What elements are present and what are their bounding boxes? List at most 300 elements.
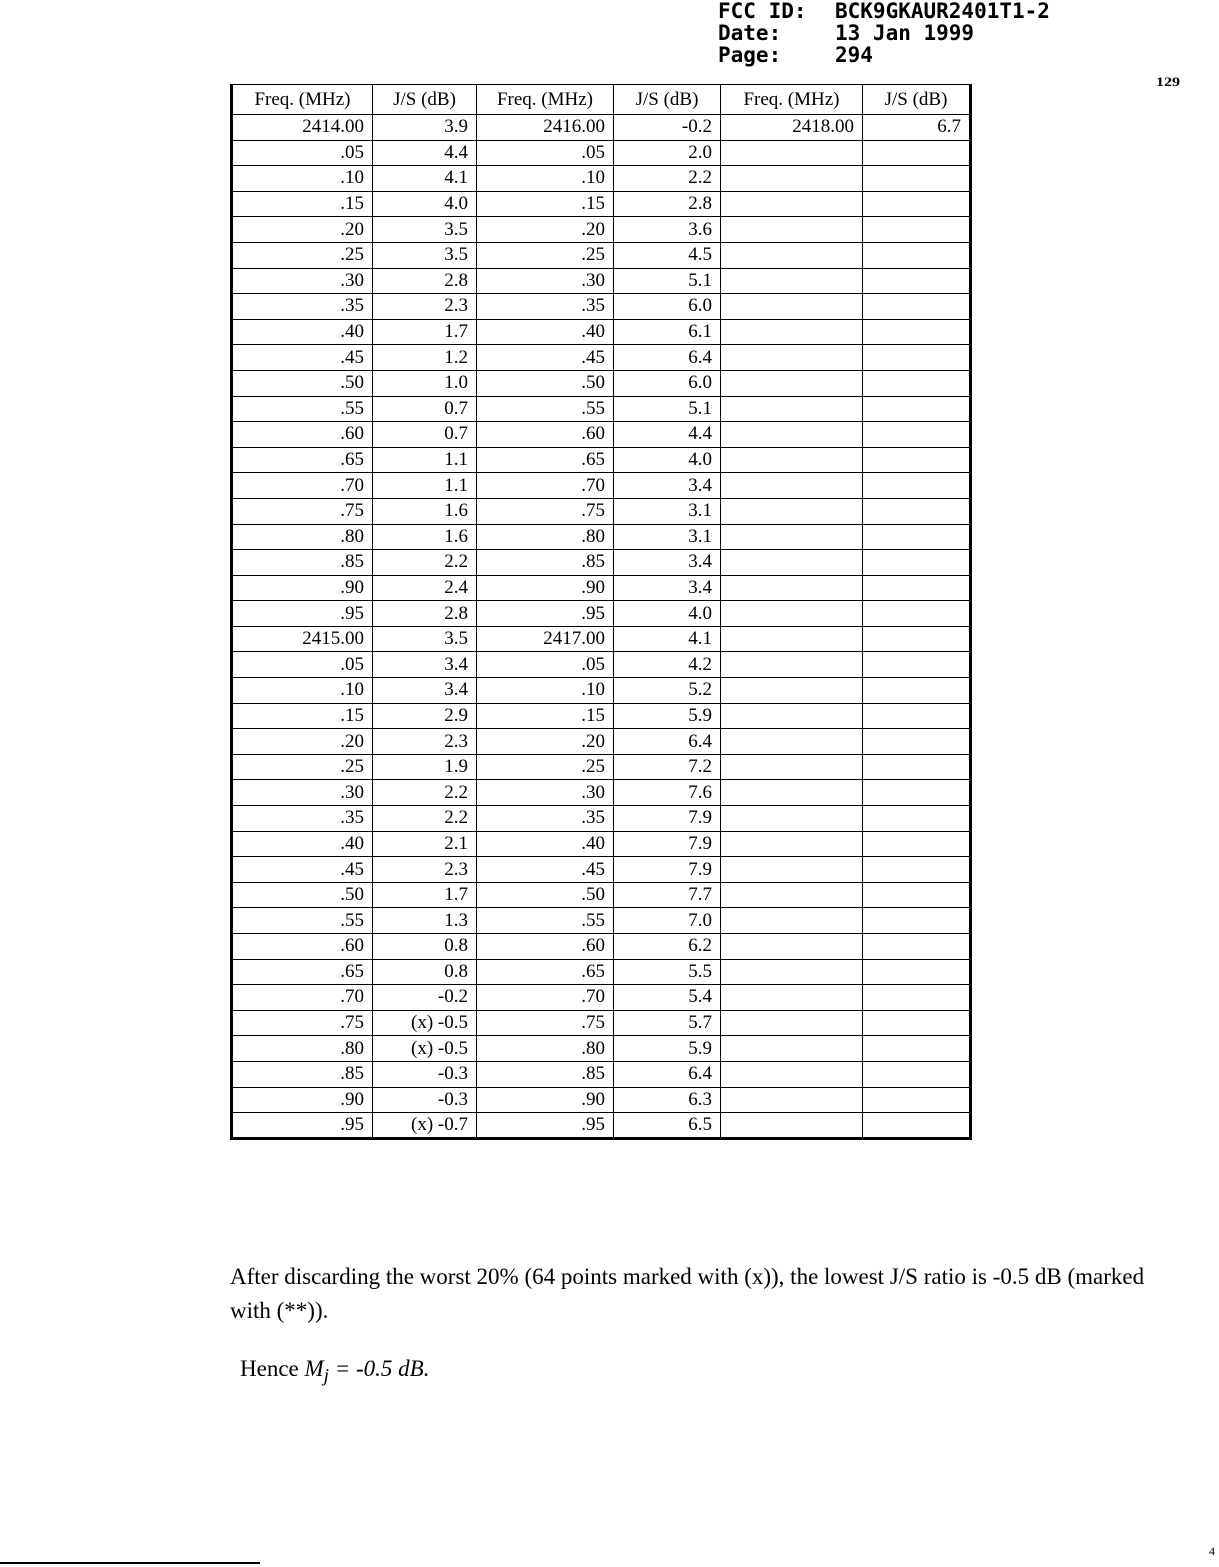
js-cell: 3.1 <box>614 524 721 550</box>
freq-cell: .35 <box>477 806 614 832</box>
freq-cell <box>721 1061 863 1087</box>
table-row <box>232 703 971 729</box>
js-cell: 3.9 <box>373 115 477 141</box>
js-cell: 4.0 <box>373 191 477 217</box>
freq-cell: .60 <box>477 422 614 448</box>
table-row <box>232 882 971 908</box>
js-cell: 1.0 <box>373 370 477 396</box>
js-cell: 5.2 <box>614 678 721 704</box>
js-cell: 4.1 <box>614 626 721 652</box>
table-row <box>232 473 971 499</box>
js-cell: 6.4 <box>614 729 721 755</box>
js-cell <box>863 319 971 345</box>
js-cell: 3.1 <box>614 498 721 524</box>
js-cell: 5.1 <box>614 396 721 422</box>
freq-cell <box>721 140 863 166</box>
page-value: 294 <box>835 43 873 67</box>
js-cell: 4.5 <box>614 242 721 268</box>
js-cell: -0.2 <box>373 985 477 1011</box>
freq-cell <box>721 857 863 883</box>
table-row <box>232 908 971 934</box>
js-cell: 1.7 <box>373 319 477 345</box>
page-row <box>718 44 1050 66</box>
freq-cell <box>721 345 863 371</box>
freq-cell: .75 <box>477 498 614 524</box>
js-cell: 7.9 <box>614 806 721 832</box>
js-cell: 6.2 <box>614 934 721 960</box>
js-cell: 5.1 <box>614 268 721 294</box>
js-cell: 6.0 <box>614 370 721 396</box>
table-row <box>232 934 971 960</box>
mj-value: = -0.5 dB. <box>329 1356 430 1381</box>
table-row <box>232 294 971 320</box>
js-cell: 3.4 <box>614 550 721 576</box>
js-cell: 6.4 <box>614 1061 721 1087</box>
js-cell: 6.7 <box>863 115 971 141</box>
js-cell <box>863 678 971 704</box>
freq-cell: 2415.00 <box>232 626 373 652</box>
freq-cell <box>721 191 863 217</box>
js-cell: 6.5 <box>614 1113 721 1139</box>
freq-cell <box>721 422 863 448</box>
freq-cell: .45 <box>477 345 614 371</box>
mj-subscript: j <box>323 1365 329 1387</box>
table-row <box>232 498 971 524</box>
freq-cell: .40 <box>232 831 373 857</box>
js-cell: 4.0 <box>614 447 721 473</box>
freq-cell <box>721 524 863 550</box>
freq-cell: .75 <box>477 1010 614 1036</box>
freq-cell: .35 <box>232 806 373 832</box>
js-cell: 5.9 <box>614 703 721 729</box>
js-cell: 6.3 <box>614 1087 721 1113</box>
table-row <box>232 447 971 473</box>
js-cell: 5.4 <box>614 985 721 1011</box>
column-header: J/S (dB) <box>863 85 971 115</box>
js-cell: 2.3 <box>373 857 477 883</box>
js-cell <box>863 626 971 652</box>
freq-cell <box>721 268 863 294</box>
freq-cell: 2417.00 <box>477 626 614 652</box>
freq-cell: .65 <box>477 447 614 473</box>
date-value: 13 Jan 1999 <box>835 21 975 45</box>
freq-cell: 2418.00 <box>721 115 863 141</box>
js-cell: 1.6 <box>373 524 477 550</box>
js-cell <box>863 857 971 883</box>
js-cell <box>863 524 971 550</box>
freq-cell: .90 <box>232 1087 373 1113</box>
table-row <box>232 140 971 166</box>
freq-cell: .75 <box>232 498 373 524</box>
js-cell: 3.6 <box>614 217 721 243</box>
freq-cell: .05 <box>477 652 614 678</box>
freq-cell: .40 <box>232 319 373 345</box>
table-row <box>232 780 971 806</box>
js-cell: 7.7 <box>614 882 721 908</box>
js-cell <box>863 370 971 396</box>
freq-cell: .25 <box>232 754 373 780</box>
freq-cell <box>721 601 863 627</box>
table-row <box>232 985 971 1011</box>
freq-cell <box>721 959 863 985</box>
freq-cell: .25 <box>232 242 373 268</box>
table-row <box>232 115 971 141</box>
js-cell: 7.6 <box>614 780 721 806</box>
freq-cell: .95 <box>232 601 373 627</box>
js-cell <box>863 447 971 473</box>
freq-cell: .60 <box>232 422 373 448</box>
js-cell: 6.0 <box>614 294 721 320</box>
freq-cell: .90 <box>232 575 373 601</box>
freq-cell <box>721 1113 863 1139</box>
table-row <box>232 217 971 243</box>
date-label: Date: <box>718 21 782 45</box>
freq-cell <box>721 396 863 422</box>
freq-cell: .55 <box>232 396 373 422</box>
js-cell <box>863 268 971 294</box>
freq-cell: .95 <box>232 1113 373 1139</box>
js-cell: 3.4 <box>373 652 477 678</box>
js-ratio-table <box>230 84 972 1140</box>
js-cell: 6.1 <box>614 319 721 345</box>
freq-cell <box>721 550 863 576</box>
js-cell <box>863 780 971 806</box>
freq-cell: .55 <box>477 396 614 422</box>
js-cell: 2.3 <box>373 729 477 755</box>
edge-mark: 4 <box>1209 1544 1215 1558</box>
js-cell: 2.2 <box>373 550 477 576</box>
js-cell: 7.0 <box>614 908 721 934</box>
freq-cell: .30 <box>232 268 373 294</box>
column-header: Freq. (MHz) <box>477 85 614 115</box>
freq-cell: .50 <box>232 370 373 396</box>
freq-cell <box>721 985 863 1011</box>
freq-cell: .90 <box>477 1087 614 1113</box>
table-row <box>232 857 971 883</box>
freq-cell: .85 <box>477 1061 614 1087</box>
freq-cell: .15 <box>477 191 614 217</box>
js-cell <box>863 729 971 755</box>
freq-cell: .20 <box>232 729 373 755</box>
js-cell: 3.5 <box>373 242 477 268</box>
freq-cell: .25 <box>477 242 614 268</box>
js-cell: 3.5 <box>373 217 477 243</box>
js-cell: 0.8 <box>373 959 477 985</box>
js-cell <box>863 191 971 217</box>
table-row <box>232 524 971 550</box>
js-cell: 7.2 <box>614 754 721 780</box>
freq-cell: .65 <box>477 959 614 985</box>
fcc-id-value: BCK9GKAUR2401T1-2 <box>835 0 1050 23</box>
freq-cell: .50 <box>477 370 614 396</box>
js-cell <box>863 396 971 422</box>
js-cell <box>863 242 971 268</box>
freq-cell <box>721 626 863 652</box>
js-cell: 4.4 <box>373 140 477 166</box>
js-cell: 2.2 <box>373 780 477 806</box>
js-cell <box>863 575 971 601</box>
js-cell <box>863 345 971 371</box>
js-cell <box>863 754 971 780</box>
table-row <box>232 831 971 857</box>
js-cell: 3.4 <box>614 575 721 601</box>
freq-cell: .95 <box>477 601 614 627</box>
js-cell: -0.3 <box>373 1061 477 1087</box>
js-cell <box>863 473 971 499</box>
table-row <box>232 575 971 601</box>
table-row <box>232 1061 971 1087</box>
js-cell: 2.0 <box>614 140 721 166</box>
table-row <box>232 754 971 780</box>
js-cell <box>863 294 971 320</box>
js-cell: -0.3 <box>373 1087 477 1113</box>
freq-cell <box>721 575 863 601</box>
freq-cell: .10 <box>232 166 373 192</box>
freq-cell: .30 <box>232 780 373 806</box>
footnote-text: After discarding the worst 20% (64 points marked with (x)), the lowest J/S ratio is -0.5 dB (marked with (**)). <box>230 1264 1145 1323</box>
table-row <box>232 806 971 832</box>
freq-cell: .85 <box>477 550 614 576</box>
mj-symbol <box>304 1356 430 1387</box>
freq-cell: .10 <box>477 678 614 704</box>
table-row <box>232 396 971 422</box>
js-cell: 7.9 <box>614 857 721 883</box>
freq-cell: .25 <box>477 754 614 780</box>
freq-cell: .45 <box>232 345 373 371</box>
js-cell: 1.7 <box>373 882 477 908</box>
freq-cell: .35 <box>477 294 614 320</box>
table-row <box>232 370 971 396</box>
js-cell: 5.9 <box>614 1036 721 1062</box>
js-cell: 3.4 <box>373 678 477 704</box>
freq-cell <box>721 1010 863 1036</box>
freq-cell: .70 <box>232 985 373 1011</box>
freq-cell: .05 <box>232 140 373 166</box>
js-cell: 1.1 <box>373 447 477 473</box>
js-cell <box>863 959 971 985</box>
freq-cell: .05 <box>232 652 373 678</box>
table-header-row <box>232 85 971 115</box>
document-header <box>718 0 1050 66</box>
js-cell: 2.4 <box>373 575 477 601</box>
js-cell: (x) -0.5 <box>373 1036 477 1062</box>
page-label: Page: <box>718 43 782 67</box>
js-cell: 2.3 <box>373 294 477 320</box>
js-cell <box>863 1010 971 1036</box>
table-row <box>232 422 971 448</box>
freq-cell: .80 <box>477 1036 614 1062</box>
js-cell: 5.7 <box>614 1010 721 1036</box>
freq-cell <box>721 242 863 268</box>
js-cell: 2.1 <box>373 831 477 857</box>
js-cell <box>863 806 971 832</box>
freq-cell: .70 <box>232 473 373 499</box>
table-row <box>232 550 971 576</box>
freq-cell: .20 <box>232 217 373 243</box>
table-row <box>232 319 971 345</box>
table-row <box>232 729 971 755</box>
fcc-id-row <box>718 0 1050 22</box>
js-cell <box>863 934 971 960</box>
js-cell: 3.5 <box>373 626 477 652</box>
js-cell: 1.6 <box>373 498 477 524</box>
freq-cell: .65 <box>232 959 373 985</box>
table-body <box>232 115 971 1139</box>
js-cell: 4.0 <box>614 601 721 627</box>
freq-cell: .50 <box>477 882 614 908</box>
column-header: Freq. (MHz) <box>232 85 373 115</box>
freq-cell: .10 <box>232 678 373 704</box>
freq-cell <box>721 831 863 857</box>
freq-cell <box>721 678 863 704</box>
table-row <box>232 1010 971 1036</box>
js-cell <box>863 985 971 1011</box>
js-cell <box>863 601 971 627</box>
js-cell: -0.2 <box>614 115 721 141</box>
freq-cell: .70 <box>477 985 614 1011</box>
freq-cell <box>721 652 863 678</box>
js-cell <box>863 1036 971 1062</box>
mj-symbol-letter: M <box>304 1356 324 1381</box>
freq-cell <box>721 447 863 473</box>
conclusion-line <box>240 1356 429 1388</box>
corner-page-note: 129 <box>1156 75 1180 90</box>
js-cell: 0.7 <box>373 422 477 448</box>
freq-cell: .80 <box>232 524 373 550</box>
js-cell: 1.2 <box>373 345 477 371</box>
js-cell <box>863 652 971 678</box>
js-cell: 6.4 <box>614 345 721 371</box>
table-row <box>232 345 971 371</box>
bottom-rule <box>0 1562 260 1564</box>
freq-cell: .55 <box>232 908 373 934</box>
js-cell: 5.5 <box>614 959 721 985</box>
freq-cell <box>721 806 863 832</box>
freq-cell: .50 <box>232 882 373 908</box>
freq-cell <box>721 217 863 243</box>
js-cell: 2.9 <box>373 703 477 729</box>
js-cell <box>863 166 971 192</box>
js-cell: 7.9 <box>614 831 721 857</box>
js-cell: 2.8 <box>373 601 477 627</box>
js-cell <box>863 882 971 908</box>
fcc-id-label: FCC ID: <box>718 0 807 23</box>
freq-cell <box>721 473 863 499</box>
table-row <box>232 1087 971 1113</box>
freq-cell: .45 <box>477 857 614 883</box>
js-cell: (x) -0.7 <box>373 1113 477 1139</box>
freq-cell: .15 <box>232 703 373 729</box>
js-cell: (x) -0.5 <box>373 1010 477 1036</box>
conclusion-prefix: Hence <box>240 1356 305 1381</box>
freq-cell <box>721 1087 863 1113</box>
freq-cell: 2416.00 <box>477 115 614 141</box>
freq-cell: .35 <box>232 294 373 320</box>
table-row <box>232 678 971 704</box>
freq-cell: .85 <box>232 1061 373 1087</box>
js-cell: 1.3 <box>373 908 477 934</box>
freq-cell: .85 <box>232 550 373 576</box>
freq-cell: .60 <box>232 934 373 960</box>
js-cell: 1.1 <box>373 473 477 499</box>
table-row <box>232 166 971 192</box>
table-row <box>232 1036 971 1062</box>
js-cell <box>863 550 971 576</box>
column-header: J/S (dB) <box>373 85 477 115</box>
freq-cell: .15 <box>232 191 373 217</box>
freq-cell <box>721 498 863 524</box>
freq-cell <box>721 294 863 320</box>
freq-cell <box>721 780 863 806</box>
freq-cell: .70 <box>477 473 614 499</box>
freq-cell: .55 <box>477 908 614 934</box>
freq-cell <box>721 1036 863 1062</box>
js-cell: 2.8 <box>614 191 721 217</box>
freq-cell: .20 <box>477 729 614 755</box>
freq-cell <box>721 729 863 755</box>
column-header: Freq. (MHz) <box>721 85 863 115</box>
freq-cell: .20 <box>477 217 614 243</box>
freq-cell: .30 <box>477 780 614 806</box>
js-cell: 4.4 <box>614 422 721 448</box>
freq-cell <box>721 934 863 960</box>
table-row <box>232 242 971 268</box>
freq-cell: .40 <box>477 831 614 857</box>
column-header: J/S (dB) <box>614 85 721 115</box>
freq-cell <box>721 908 863 934</box>
freq-cell: .65 <box>232 447 373 473</box>
table-row <box>232 1113 971 1139</box>
js-cell <box>863 1113 971 1139</box>
freq-cell: .80 <box>477 524 614 550</box>
js-cell <box>863 1061 971 1087</box>
freq-cell <box>721 166 863 192</box>
freq-cell: .30 <box>477 268 614 294</box>
freq-cell <box>721 370 863 396</box>
freq-cell: .60 <box>477 934 614 960</box>
freq-cell: .80 <box>232 1036 373 1062</box>
table-row <box>232 191 971 217</box>
js-cell <box>863 908 971 934</box>
freq-cell <box>721 754 863 780</box>
freq-cell: .40 <box>477 319 614 345</box>
js-cell: 2.2 <box>614 166 721 192</box>
table-row <box>232 601 971 627</box>
table-row <box>232 652 971 678</box>
freq-cell <box>721 882 863 908</box>
js-cell <box>863 422 971 448</box>
js-cell: 2.2 <box>373 806 477 832</box>
freq-cell <box>721 703 863 729</box>
table-row <box>232 268 971 294</box>
table-row <box>232 626 971 652</box>
freq-cell: .05 <box>477 140 614 166</box>
freq-cell: .45 <box>232 857 373 883</box>
js-cell: 1.9 <box>373 754 477 780</box>
js-cell <box>863 1087 971 1113</box>
freq-cell: 2414.00 <box>232 115 373 141</box>
js-cell: 3.4 <box>614 473 721 499</box>
js-cell: 2.8 <box>373 268 477 294</box>
js-cell <box>863 217 971 243</box>
js-cell <box>863 703 971 729</box>
js-cell: 4.2 <box>614 652 721 678</box>
js-cell: 4.1 <box>373 166 477 192</box>
freq-cell: .75 <box>232 1010 373 1036</box>
js-cell <box>863 140 971 166</box>
js-cell: 0.7 <box>373 396 477 422</box>
freq-cell: .10 <box>477 166 614 192</box>
